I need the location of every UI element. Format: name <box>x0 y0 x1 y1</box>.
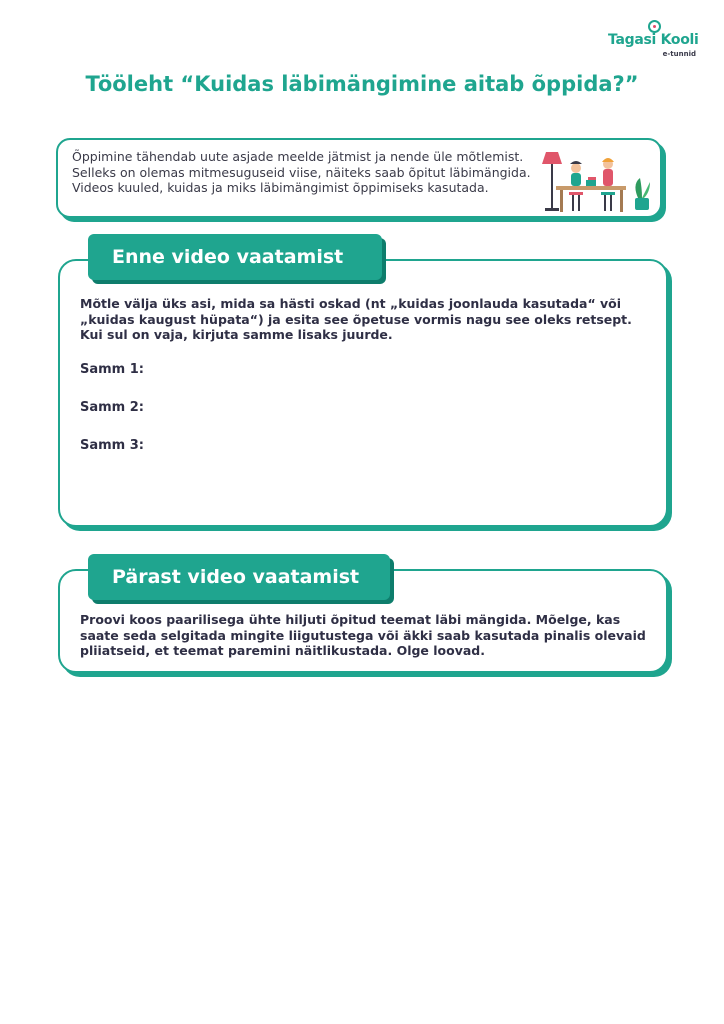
page-title: Tööleht “Kuidas läbimängimine aitab õppida?” <box>85 72 639 96</box>
after-video-instruction: Proovi koos paarilisega ühte hiljuti õpitud teemat läbi mängida. Mõelge, kas saate seda selgitada mingite liigutustega või äkki saab kasutada pinalis olevaid pliiatseid, et teemat paremini näitlikustada. Olge loovad. <box>80 612 646 658</box>
after-video-heading: Pärast video vaatamist <box>88 554 390 600</box>
step-2-label: Samm 2: <box>80 400 144 415</box>
intro-text: Õppimine tähendab uute asjade meelde jätmist ja nende üle mõtlemist. Selleks on olemas mitmesuguseid viise, näiteks saab õpitut läbimängida. Videos kuuled, kuidas ja miks läbimängimist õppimiseks kasutada. <box>72 149 531 195</box>
logo-name: Tagasi Kooli <box>608 32 699 48</box>
logo-subtitle: e-tunnid <box>662 50 696 58</box>
intro-box <box>56 138 662 218</box>
before-video-heading: Enne video vaatamist <box>88 234 382 280</box>
step-1-label: Samm 1: <box>80 362 144 377</box>
before-video-instruction: Mõtle välja üks asi, mida sa hästi oskad (nt „kuidas joonlauda kasutada“ või „kuidas kaugust hüpata“) ja esita see õpetuse vormis nagu see oleks retsept. Kui sul on vaja, kirjuta samme lisaks juurde. <box>80 296 632 342</box>
study-illustration-icon <box>542 148 652 214</box>
tagasi-kooli-logo <box>608 20 698 60</box>
step-3-label: Samm 3: <box>80 438 144 453</box>
